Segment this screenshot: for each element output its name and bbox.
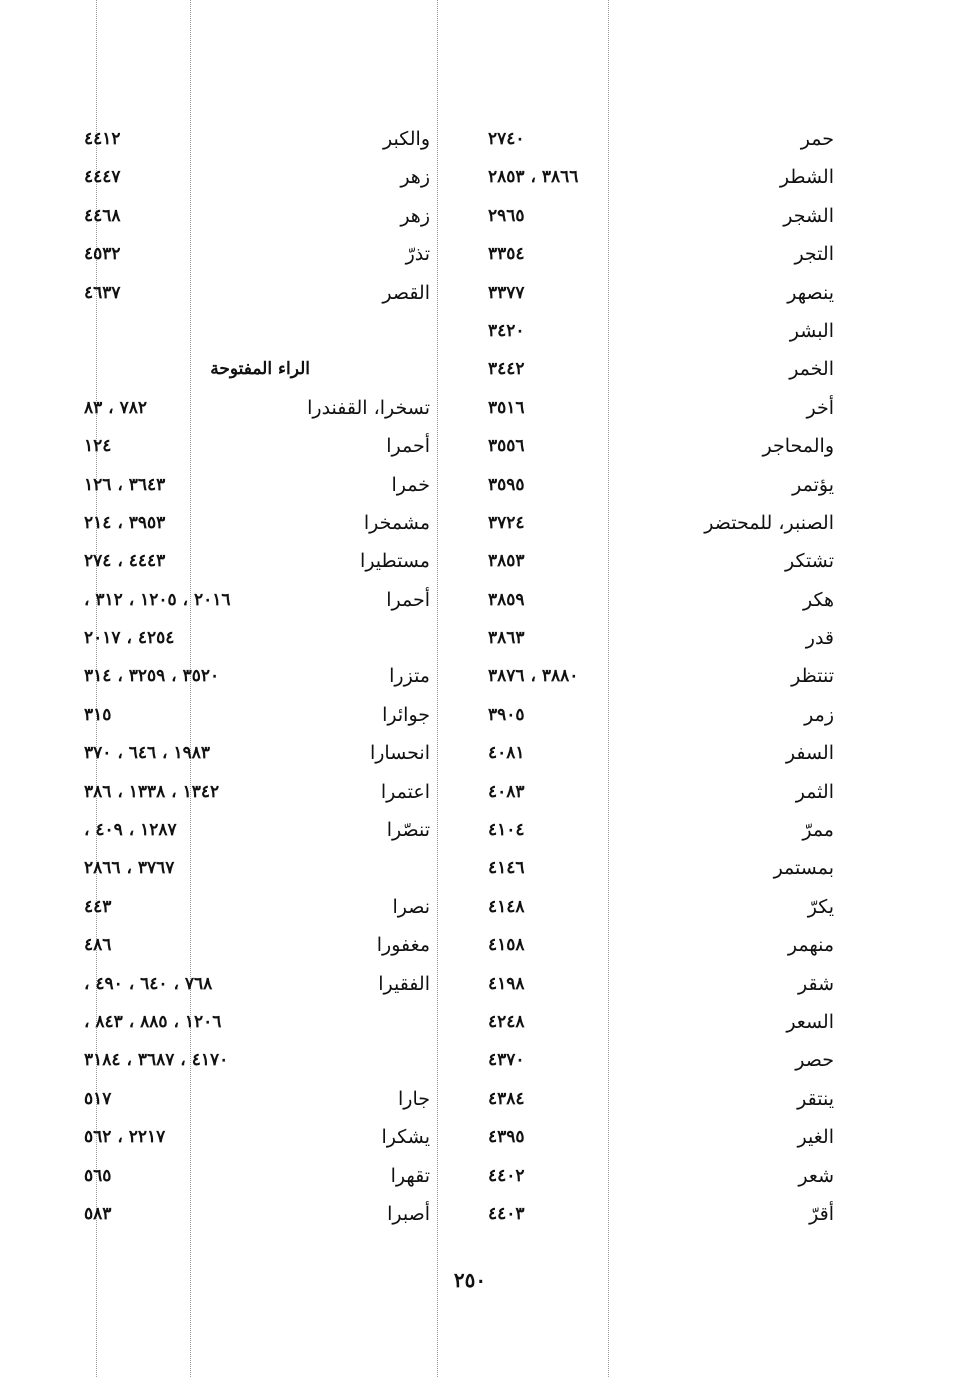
index-entry bbox=[84, 201, 430, 239]
rhyme-word: ممرّ bbox=[802, 819, 834, 842]
verse-references: ١٢٤ bbox=[84, 436, 112, 457]
verse-references: ١٣٤٢ ، ١٣٣٨ ، ٣٨٦ bbox=[84, 781, 220, 802]
rhyme-word: شقر bbox=[797, 972, 834, 995]
verse-references: ٤٤٤٣ ، ٢٧٤ bbox=[84, 551, 166, 572]
rhyme-word: حصر bbox=[795, 1049, 834, 1072]
index-entry bbox=[84, 969, 430, 1007]
index-entry bbox=[488, 892, 834, 930]
verse-references: ١٩٨٣ ، ٦٤٦ ، ٣٧٠ bbox=[84, 743, 210, 764]
index-entry bbox=[488, 354, 834, 392]
index-entry bbox=[84, 1084, 430, 1122]
rhyme-word: انحسارا bbox=[369, 742, 430, 765]
rhyme-word: تذرّ bbox=[405, 243, 430, 266]
verse-references: ٤٦٣٧ bbox=[84, 282, 121, 303]
index-entry bbox=[84, 623, 430, 661]
index-entry bbox=[488, 431, 834, 469]
verse-references: ٤٠٨٣ bbox=[488, 781, 525, 802]
index-entry bbox=[84, 700, 430, 738]
verse-references: ٤٤٣ bbox=[84, 896, 112, 917]
index-entry bbox=[488, 470, 834, 508]
index-entry bbox=[84, 470, 430, 508]
verse-references: ٤٤٠٢ bbox=[488, 1165, 525, 1186]
verse-references: ٥٦٥ bbox=[84, 1165, 112, 1186]
right-index-column bbox=[488, 124, 834, 1234]
rhyme-word: تشتكر bbox=[785, 550, 834, 573]
index-entry bbox=[84, 1045, 430, 1083]
rhyme-word: أحمرا bbox=[386, 435, 430, 458]
index-entry bbox=[488, 239, 834, 277]
scan-guide-line bbox=[437, 0, 438, 1377]
rhyme-word: هكر bbox=[803, 588, 834, 611]
rhyme-word: خمرا bbox=[391, 473, 430, 496]
verse-references: ٤٣٧٠ bbox=[488, 1050, 525, 1071]
rhyme-word: مشمخرا bbox=[363, 511, 430, 534]
verse-references: ٣٤٢٠ bbox=[488, 320, 525, 341]
rhyme-word: الغير bbox=[797, 1126, 834, 1149]
index-entry bbox=[488, 969, 834, 1007]
index-entry bbox=[488, 585, 834, 623]
verse-references: ٤١٥٨ bbox=[488, 935, 525, 956]
rhyme-word: البشر bbox=[789, 319, 834, 342]
rhyme-word: مستطيرا bbox=[360, 550, 430, 573]
verse-references: ٣١٥ bbox=[84, 704, 112, 725]
rhyme-word: السعر bbox=[786, 1010, 834, 1033]
rhyme-word: يكرّ bbox=[807, 895, 834, 918]
verse-references: ٧٨٢ ، ٨٣ bbox=[84, 397, 147, 418]
verse-references: ٣٦٤٣ ، ١٢٦ bbox=[84, 474, 166, 495]
index-entry bbox=[84, 930, 430, 968]
verse-references: ٤٤١٢ bbox=[84, 129, 121, 149]
index-entry bbox=[488, 930, 834, 968]
verse-references: ٤٤٠٣ bbox=[488, 1203, 525, 1224]
verse-references: ٣٨٦٣ bbox=[488, 628, 525, 649]
verse-references: ٤٥٣٢ bbox=[84, 244, 121, 265]
rhyme-word: قدر bbox=[805, 627, 834, 650]
index-entry bbox=[84, 278, 430, 316]
verse-references: ٧٦٨ ، ٦٤٠ ، ٤٩٠ ، bbox=[84, 973, 213, 994]
index-entry bbox=[488, 1045, 834, 1083]
rhyme-word: اعتمرا bbox=[380, 780, 430, 803]
index-entry bbox=[84, 738, 430, 776]
rhyme-word: أحمرا bbox=[386, 588, 430, 611]
verse-references: ٣٧٢٤ bbox=[488, 512, 525, 533]
index-entry bbox=[84, 239, 430, 277]
rhyme-word: زهر bbox=[400, 204, 430, 227]
index-entry bbox=[488, 316, 834, 354]
rhyme-word: الخمر bbox=[789, 358, 834, 381]
rhyme-word: جوائرا bbox=[382, 703, 430, 726]
rhyme-word: الصنبر، للمحتضر bbox=[704, 511, 834, 534]
verse-references: ٣٨٨٠ ، ٣٨٧٦ bbox=[488, 666, 579, 687]
index-entry bbox=[84, 892, 430, 930]
index-entry bbox=[488, 1122, 834, 1160]
index-entry bbox=[488, 815, 834, 853]
index-entry bbox=[488, 278, 834, 316]
rhyme-word: يشكرا bbox=[381, 1126, 430, 1149]
index-entry bbox=[84, 162, 430, 200]
index-entry bbox=[84, 1199, 430, 1237]
rhyme-word: والمحاجر bbox=[762, 435, 834, 458]
index-entry bbox=[84, 1007, 430, 1045]
index-entry bbox=[84, 1122, 430, 1160]
rhyme-word: السفر bbox=[785, 742, 834, 765]
verse-references: ٣٧٦٧ ، ٢٨٦٦ bbox=[84, 858, 175, 879]
verse-references: ٣٣٥٤ bbox=[488, 244, 525, 265]
rhyme-word: تنصّرا bbox=[386, 819, 430, 842]
verse-references: ٣٤٤٢ bbox=[488, 359, 525, 380]
verse-references: ٤١٤٦ bbox=[488, 858, 525, 879]
verse-references: ٤٠٨١ bbox=[488, 743, 525, 764]
rhyme-word: ينصهر bbox=[787, 281, 834, 304]
verse-references: ٤٣٨٤ bbox=[488, 1088, 525, 1109]
verse-references: ٤٤٦٨ bbox=[84, 205, 121, 226]
verse-references: ٢٩٦٥ bbox=[488, 205, 525, 226]
index-entry bbox=[84, 853, 430, 891]
index-entry bbox=[488, 853, 834, 891]
verse-references: ١٢٠٦ ، ٨٨٥ ، ٨٤٣ ، bbox=[84, 1011, 222, 1032]
index-entry bbox=[488, 1084, 834, 1122]
verse-references: ٣٥١٦ bbox=[488, 397, 525, 418]
rhyme-word: نصرا bbox=[392, 895, 430, 918]
rhyme-word: الثمر bbox=[795, 780, 834, 803]
rhyme-word: الفقيرا bbox=[378, 972, 430, 995]
index-entry bbox=[488, 738, 834, 776]
index-entry bbox=[84, 661, 430, 699]
index-entry bbox=[488, 1199, 834, 1237]
verse-references: ٣٨٥٣ bbox=[488, 551, 525, 572]
index-entry bbox=[84, 815, 430, 853]
rhyme-word: التجر bbox=[794, 243, 834, 266]
rhyme-word: تنتظر bbox=[791, 665, 834, 688]
index-entry bbox=[84, 1161, 430, 1199]
index-entry bbox=[488, 393, 834, 431]
rhyme-word: يؤتمر bbox=[792, 473, 834, 496]
rhyme-word: والكبر bbox=[383, 128, 430, 150]
verse-references: ٣٣٧٧ bbox=[488, 282, 525, 303]
index-entry bbox=[84, 393, 430, 431]
verse-references: ٤٨٦ bbox=[84, 935, 112, 956]
verse-references: ٣٥٩٥ bbox=[488, 474, 525, 495]
verse-references: ٥١٧ bbox=[84, 1088, 112, 1109]
rhyme-word: الشجر bbox=[783, 204, 834, 227]
index-entry bbox=[84, 354, 430, 392]
section-heading: الراء المفتوحة bbox=[210, 359, 310, 380]
left-index-column bbox=[84, 124, 430, 1234]
index-entry bbox=[488, 623, 834, 661]
index-entry bbox=[488, 508, 834, 546]
verse-references: ٢٢١٧ ، ٥٦٢ bbox=[84, 1127, 166, 1148]
index-entry bbox=[84, 316, 430, 354]
index-entry bbox=[488, 162, 834, 200]
index-entry bbox=[84, 508, 430, 546]
verse-references: ٤٢٤٨ bbox=[488, 1011, 525, 1032]
index-entry bbox=[488, 661, 834, 699]
verse-references: ٥٨٣ bbox=[84, 1203, 112, 1224]
verse-references: ٣٨٦٦ ، ٢٨٥٣ bbox=[488, 167, 579, 188]
rhyme-word: جارا bbox=[398, 1087, 430, 1110]
rhyme-word: زهر bbox=[400, 166, 430, 189]
index-entry bbox=[84, 124, 430, 162]
index-entry bbox=[84, 546, 430, 584]
index-entry bbox=[488, 1007, 834, 1045]
index-entry bbox=[84, 777, 430, 815]
index-entry bbox=[84, 585, 430, 623]
index-entry bbox=[84, 431, 430, 469]
rhyme-word: متزرا bbox=[389, 665, 430, 688]
index-entry bbox=[488, 700, 834, 738]
verse-references: ٤١٤٨ bbox=[488, 896, 525, 917]
verse-references: ٣٥٢٠ ، ٣٢٥٩ ، ٣١٤ bbox=[84, 666, 220, 687]
rhyme-word: أصبرا bbox=[387, 1202, 430, 1225]
rhyme-word: بمستمر bbox=[773, 857, 834, 880]
rhyme-word: حمر bbox=[800, 128, 834, 150]
verse-references: ٤٣٩٥ bbox=[488, 1127, 525, 1148]
verse-references: ٣٩٥٣ ، ٢١٤ bbox=[84, 512, 166, 533]
verse-references: ٢٠١٦ ، ١٢٠٥ ، ٣١٢ ، bbox=[84, 589, 231, 610]
rhyme-word: القصر bbox=[382, 281, 430, 304]
rhyme-word: أخر bbox=[806, 396, 834, 419]
rhyme-word: شعر bbox=[798, 1164, 834, 1187]
verse-references: ٤١٩٨ bbox=[488, 973, 525, 994]
rhyme-word: تقهرا bbox=[390, 1164, 430, 1187]
rhyme-word: زمر bbox=[804, 703, 834, 726]
rhyme-word: الشطر bbox=[779, 166, 834, 189]
rhyme-word: مغفورا bbox=[376, 934, 430, 957]
verse-references: ٣٥٥٦ bbox=[488, 436, 525, 457]
page-number: ٢٥٠ bbox=[453, 1268, 487, 1292]
rhyme-word: أقرّ bbox=[809, 1202, 834, 1225]
index-entry bbox=[488, 546, 834, 584]
index-entry bbox=[488, 777, 834, 815]
verse-references: ١٢٨٧ ، ٤٠٩ ، bbox=[84, 820, 177, 841]
index-entry bbox=[488, 201, 834, 239]
rhyme-word: تسخرا، القفندرا bbox=[307, 396, 430, 419]
index-entry bbox=[488, 1161, 834, 1199]
verse-references: ٣٩٠٥ bbox=[488, 704, 525, 725]
rhyme-word: ينتقر bbox=[797, 1087, 834, 1110]
verse-references: ٤١٠٤ bbox=[488, 820, 525, 841]
index-entry bbox=[488, 124, 834, 162]
rhyme-word: منهمر bbox=[787, 934, 834, 957]
verse-references: ٤١٧٠ ، ٣٦٨٧ ، ٣١٨٤ bbox=[84, 1050, 229, 1071]
verse-references: ٣٨٥٩ bbox=[488, 589, 525, 610]
verse-references: ٤٤٤٧ bbox=[84, 167, 121, 188]
verse-references: ٢٧٤٠ bbox=[488, 129, 525, 149]
verse-references: ٤٢٥٤ ، ٢٠١٧ bbox=[84, 628, 175, 649]
